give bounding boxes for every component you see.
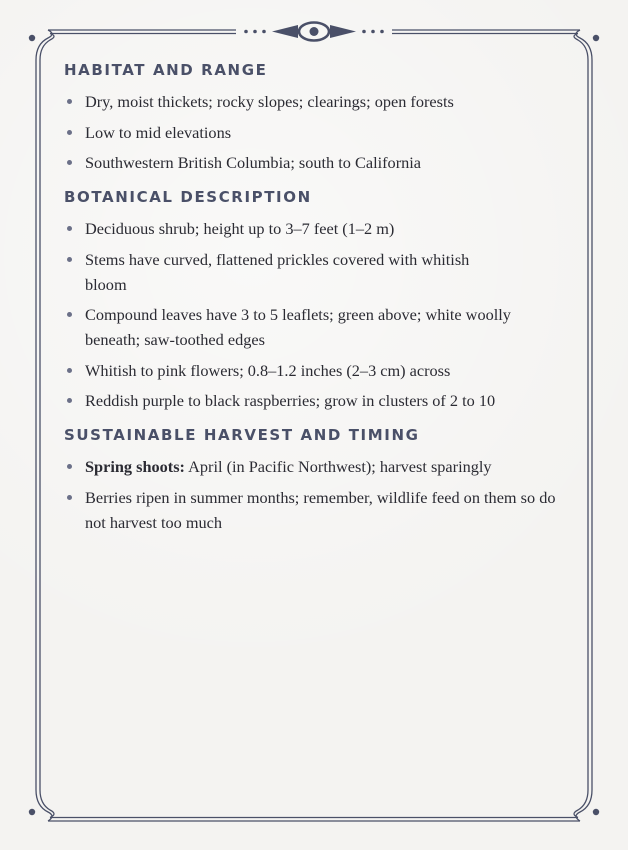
habitat-list [64, 89, 564, 175]
list-item [64, 485, 564, 535]
list-item [64, 454, 564, 479]
list-item-text: April (in Pacific Northwest); harvest sparingly [184, 457, 492, 476]
harvest-list [64, 454, 564, 535]
list-item: Dry, moist thickets; rocky slopes; clearings; open forests [64, 89, 564, 114]
habitat-heading: HABITAT AND RANGE [64, 61, 268, 79]
corner-dot-icon [593, 35, 599, 41]
corner-dot-icon [29, 35, 35, 41]
list-item: Deciduous shrub; height up to 3–7 feet (1–2 m) [64, 216, 564, 241]
list-item: Reddish purple to black raspberries; grow in clusters of 2 to 10 [64, 388, 564, 413]
list-item-text: Berries ripen in summer months; remember, wildlife feed on them so do not harvest too much [85, 487, 556, 532]
harvest-heading: SUSTAINABLE HARVEST AND TIMING [64, 426, 420, 444]
list-item: Southwestern British Columbia; south to California [64, 150, 564, 175]
list-item: Compound leaves have 3 to 5 leaflets; green above; white woolly beneath; saw-toothed edges [64, 302, 564, 352]
corner-dot-icon [593, 809, 599, 815]
botanical-heading: BOTANICAL DESCRIPTION [64, 188, 312, 206]
list-item: Stems have curved, flattened prickles covered with whitish bloom [64, 247, 564, 297]
list-item: Low to mid elevations [64, 120, 564, 145]
botanical-list [64, 216, 564, 413]
content [64, 60, 564, 547]
list-item: Whitish to pink flowers; 0.8–1.2 inches (2–3 cm) across [64, 358, 564, 383]
list-item-lead: Spring shoots: [85, 457, 185, 476]
corner-dot-icon [29, 809, 35, 815]
eye-ornament-icon [244, 23, 384, 41]
